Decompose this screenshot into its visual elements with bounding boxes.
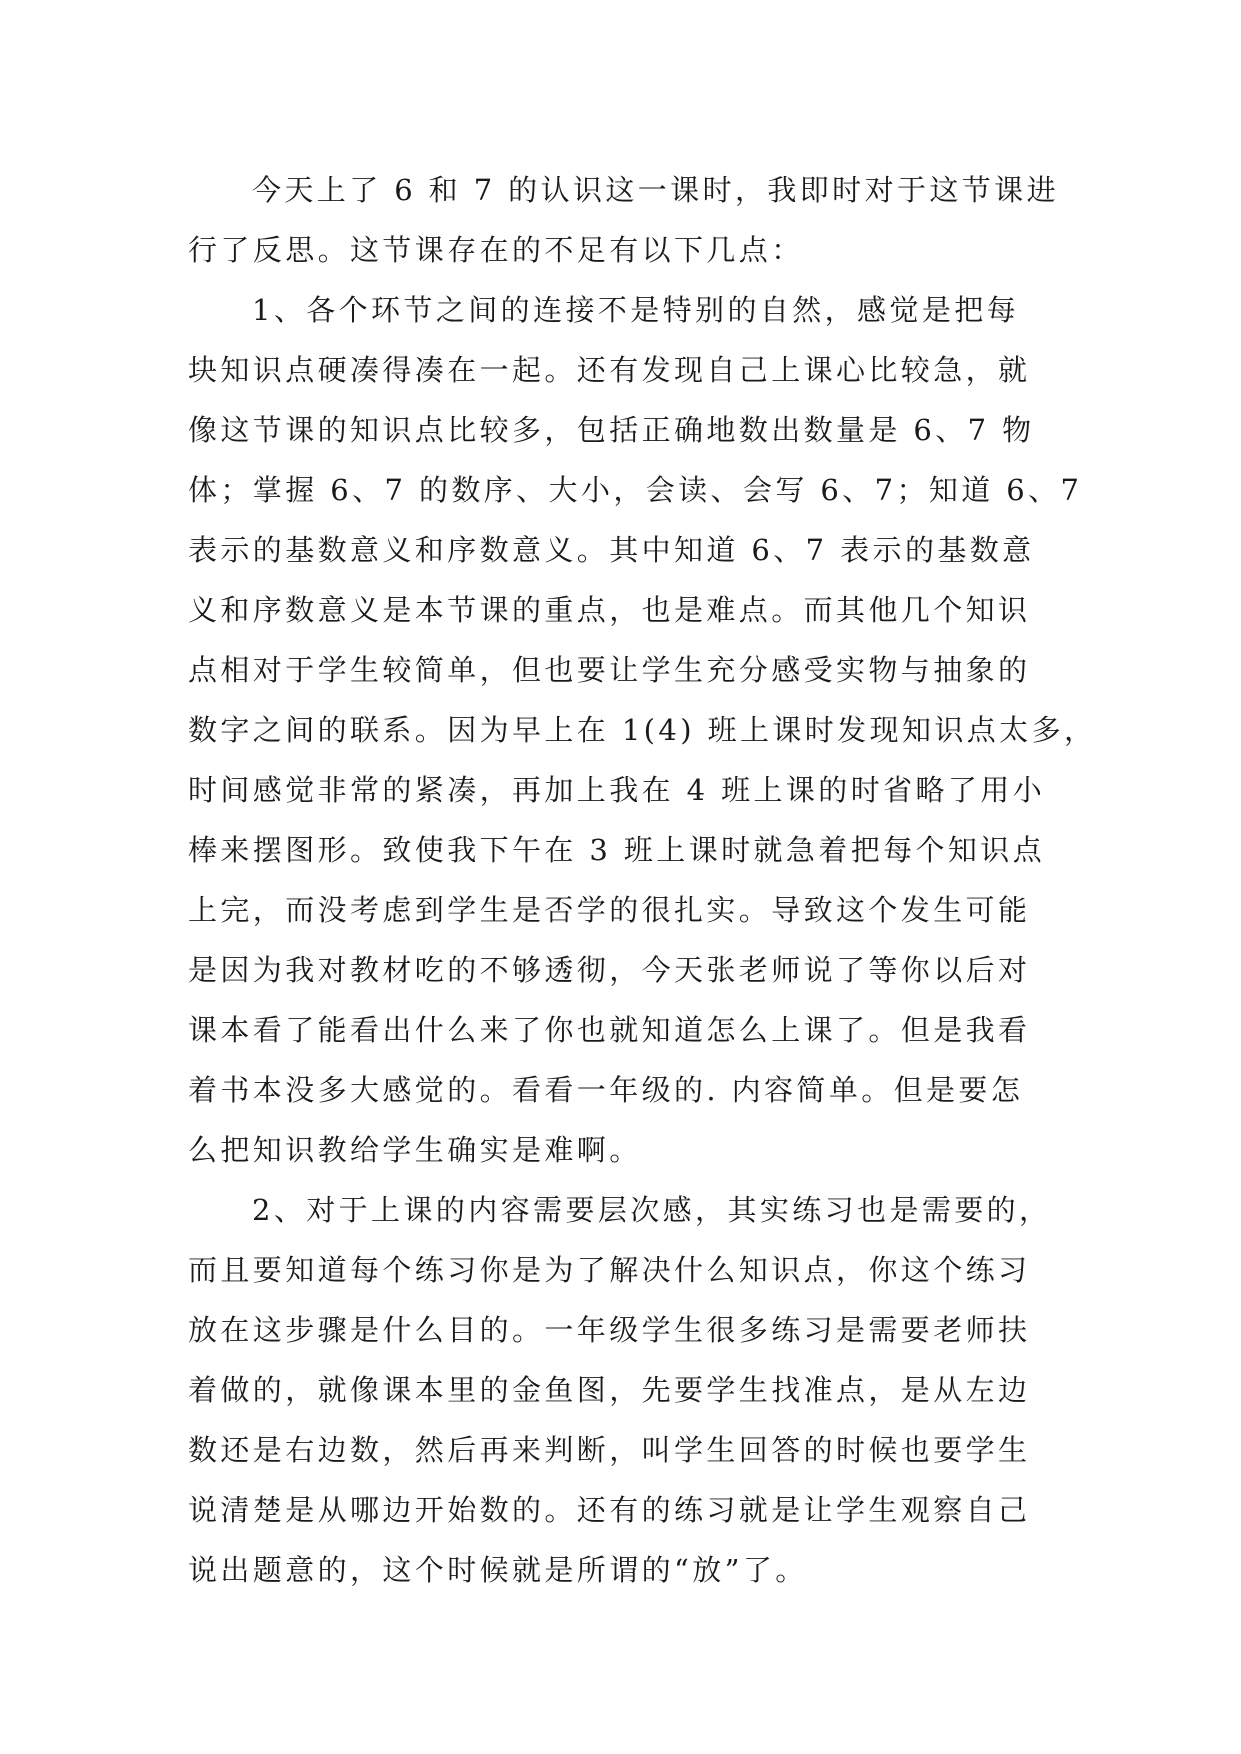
- paragraph-2-line-2: 块知识点硬凑得凑在一起。还有发现自己上课心比较急，就: [188, 353, 1031, 387]
- paragraph-2-line-10: 棒来摆图形。致使我下午在 3 班上课时就急着把每个知识点: [188, 833, 1046, 867]
- paragraph-2-line-1: 1、各个环节之间的连接不是特别的自然，感觉是把每: [252, 293, 1020, 327]
- paragraph-2-line-12: 是因为我对教材吃的不够透彻，今天张老师说了等你以后对: [188, 953, 1031, 987]
- paragraph-3-line-5: 数还是右边数，然后再来判断，叫学生回答的时候也要学生: [188, 1433, 1031, 1467]
- paragraph-2-line-14: 着书本没多大感觉的。看看一年级的. 内容简单。但是要怎: [188, 1073, 1024, 1107]
- paragraph-1-line-2: 行了反思。这节课存在的不足有以下几点：: [188, 233, 804, 267]
- paragraph-3-line-2: 而且要知道每个练习你是为了解决什么知识点，你这个练习: [188, 1253, 1031, 1287]
- paragraph-3-line-4: 着做的，就像课本里的金鱼图，先要学生找准点，是从左边: [188, 1373, 1031, 1407]
- paragraph-2-line-9: 时间感觉非常的紧凑，再加上我在 4 班上课的时省略了用小: [188, 773, 1046, 807]
- paragraph-3-line-6: 说清楚是从哪边开始数的。还有的练习就是让学生观察自己: [188, 1493, 1031, 1527]
- paragraph-2-line-8: 数字之间的联系。因为早上在 1(4) 班上课时发现知识点太多，: [188, 713, 1097, 747]
- paragraph-1-line-1: 今天上了 6 和 7 的认识这一课时，我即时对于这节课进: [252, 173, 1059, 207]
- paragraph-2-line-13: 课本看了能看出什么来了你也就知道怎么上课了。但是我看: [188, 1013, 1031, 1047]
- paragraph-2-line-6: 义和序数意义是本节课的重点，也是难点。而其他几个知识: [188, 593, 1031, 627]
- paragraph-3-line-7: 说出题意的，这个时候就是所谓的“放”了。: [188, 1553, 808, 1587]
- paragraph-3-line-1: 2、对于上课的内容需要层次感，其实练习也是需要的，: [252, 1193, 1052, 1227]
- paragraph-2-line-15: 么把知识教给学生确实是难啊。: [188, 1133, 642, 1167]
- paragraph-2-line-4: 体；掌握 6、7 的数序、大小，会读、会写 6、7；知道 6、7: [188, 473, 1083, 507]
- paragraph-3-line-3: 放在这步骤是什么目的。一年级学生很多练习是需要老师扶: [188, 1313, 1031, 1347]
- paragraph-2-line-11: 上完，而没考虑到学生是否学的很扎实。导致这个发生可能: [188, 893, 1031, 927]
- paragraph-2-line-7: 点相对于学生较简单，但也要让学生充分感受实物与抽象的: [188, 653, 1031, 687]
- paragraph-2-line-5: 表示的基数意义和序数意义。其中知道 6、7 表示的基数意: [188, 533, 1035, 567]
- paragraph-2-line-3: 像这节课的知识点比较多，包括正确地数出数量是 6、7 物: [188, 413, 1035, 447]
